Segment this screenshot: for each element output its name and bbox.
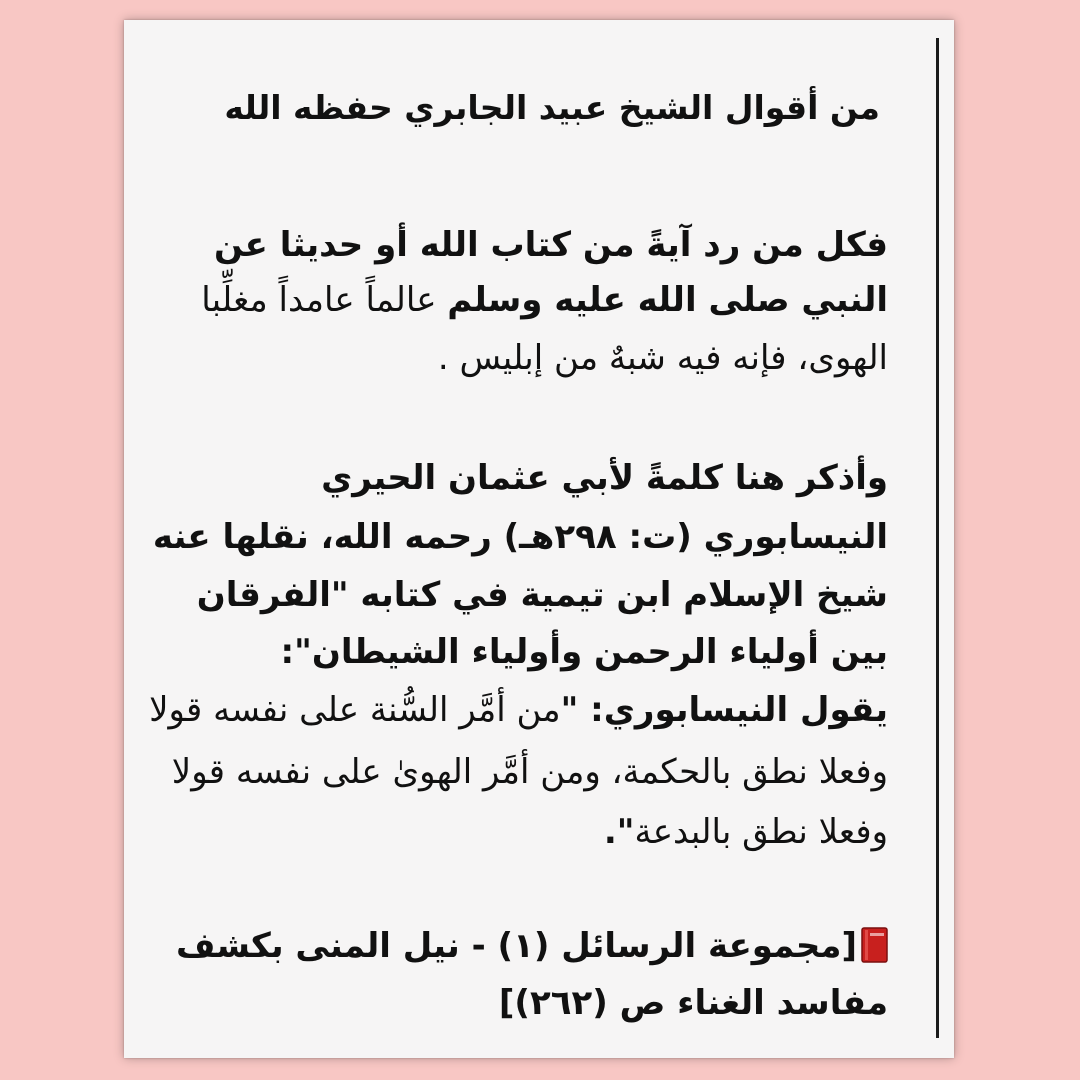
paragraph2-line2: النيسابوري (ت: ٢٩٨هـ) رحمه الله، نقلها عنه bbox=[152, 517, 888, 557]
paragraph2-line5-regular: من أمَّر السُّنة على نفسه قولا bbox=[149, 690, 561, 730]
paragraph2-line7 bbox=[604, 812, 888, 852]
paragraph2-line3: شيخ الإسلام ابن تيمية في كتابه "الفرقان bbox=[196, 575, 888, 615]
paragraph2-line6: وفعلا نطق بالحكمة، ومن أمَّر الهوىٰ على نفسه قولا bbox=[171, 752, 888, 792]
paragraph1-line2-regular: عالماً عامداً مغلِّبا bbox=[201, 280, 448, 320]
paragraph2-line7-bold: ". bbox=[603, 812, 635, 852]
paragraph1-line3: الهوى، فإنه فيه شبهٌ من إبليس . bbox=[437, 338, 888, 378]
content-card bbox=[124, 20, 954, 1058]
paragraph2-line7-regular: وفعلا نطق بالبدعة bbox=[634, 812, 888, 852]
source-line1 bbox=[176, 926, 888, 966]
vertical-divider bbox=[936, 38, 939, 1038]
paragraph1-line2 bbox=[201, 280, 888, 320]
paragraph2-line5-bold: يقول النيسابوري: " bbox=[560, 690, 888, 730]
page-title: من أقوال الشيخ عبيد الجابري حفظه الله bbox=[224, 88, 880, 127]
paragraph2-line1: وأذكر هنا كلمةً لأبي عثمان الحيري bbox=[321, 458, 888, 498]
red-book-icon bbox=[861, 927, 888, 963]
source-line2: مفاسد الغناء ص (٢٦٢)] bbox=[498, 983, 888, 1023]
paragraph2-line4: بين أولياء الرحمن وأولياء الشيطان": bbox=[280, 632, 888, 672]
paragraph1-line2-bold: النبي صلى الله عليه وسلم bbox=[447, 280, 888, 320]
paragraph2-line5 bbox=[149, 690, 888, 730]
paragraph1-line1: فكل من رد آيةً من كتاب الله أو حديثا عن bbox=[214, 225, 888, 265]
source-line1-text: [مجموعة الرسائل (١) - نيل المنى بكشف bbox=[175, 926, 857, 966]
